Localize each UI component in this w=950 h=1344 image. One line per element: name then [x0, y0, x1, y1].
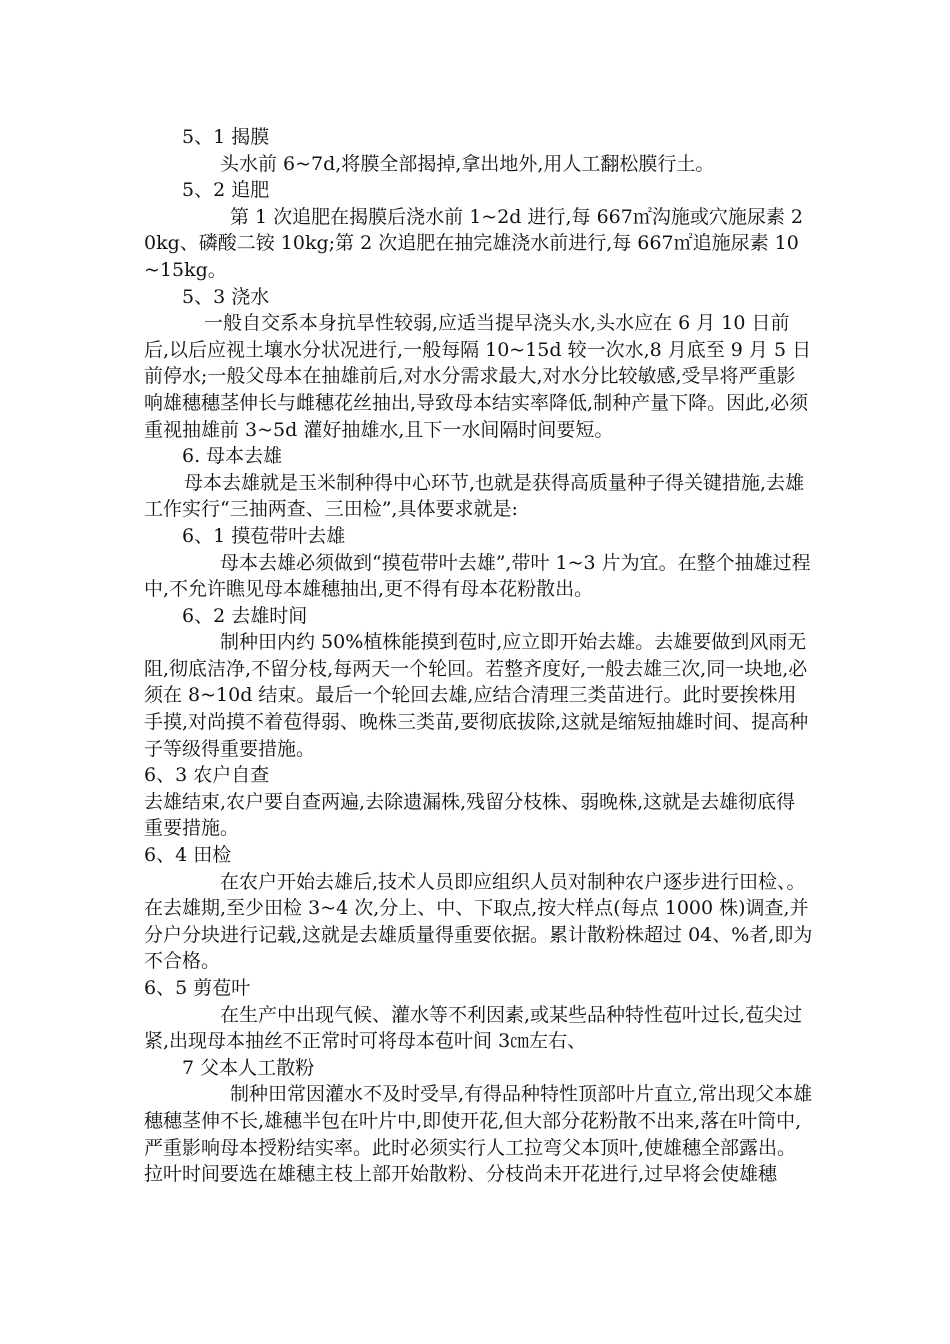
section-text-6-4: 在农户开始去雄后,技术人员即应组织人员对制种农户逐步进行田检、。在去雄期,至少田检 3~4 次,分上、中、下取点,按大样点(每点 1000 株)调查,并分户分块进行记载,这就是去雄质量得重要依据。累计散粉株超过 04、%者,即为不合格。 — [144, 870, 813, 973]
section-heading-6: 6. 母本去雄 — [182, 445, 283, 468]
section-text-6-5: 在生产中出现气候、灌水等不利因素,或某些品种特性苞叶过长,苞尖过紧,出现母本抽丝不正常时可将母本苞叶间 3㎝左右、 — [144, 1003, 803, 1053]
section-text-6-1: 母本去雄必须做到“摸苞带叶去雄”,带叶 1~3 片为宜。在整个抽雄过程中,不允许瞧见母本雄穗抽出,更不得有母本花粉散出。 — [144, 551, 811, 601]
section-text-5-1: 头水前 6~7d,将膜全部揭掉,拿出地外,用人工翻松膜行土。 — [220, 152, 715, 175]
section-text-5-3: 一般自交系本身抗旱性较弱,应适当提早浇头水,头水应在 6 月 10 日前后,以后应视土壤水分状况进行,一般每隔 10~15d 较一次水,8 月底至 9 月 5 日前停水;一般父母本在抽雄前后,对水分需求最大,对水分比较敏感,受旱将严重影响雄穗穗茎伸长与雌穗花丝抽出,导致母本结实率降低,制种产量下降。因此,必须重视抽雄前 3~5d 灌好抽雄水,且下一水间隔时间要短。 — [144, 312, 812, 441]
section-text-6: 母本去雄就是玉米制种得中心环节,也就是获得高质量种子得关键措施,去雄工作实行“三抽两查、三田检”,具体要求就是: — [144, 471, 805, 521]
section-heading-6-5: 6、5 剪苞叶 — [144, 977, 251, 999]
section-heading-5-3: 5、3 浇水 — [182, 285, 270, 308]
section-heading-7: 7 父本人工散粉 — [182, 1056, 315, 1079]
document-body — [144, 124, 814, 1188]
section-heading-5-2: 5、2 追肥 — [182, 179, 270, 202]
section-text-6-2: 制种田内约 50%植株能摸到苞时,应立即开始去雄。去雄要做到风雨无阻,彻底洁净,不留分枝,每两天一个轮回。若整齐度好,一般去雄三次,同一块地,必须在 8~10d 结束。最后一个轮回去雄,应结合清理三类苗进行。此时要挨株用手摸,对尚摸不着苞得弱、晚株三类苗,要彻底拔除,这就是缩短抽雄时间、提高种子等级得重要措施。 — [144, 631, 809, 760]
section-heading-6-2: 6、2 去雄时间 — [182, 604, 308, 627]
section-heading-5-1: 5、1 揭膜 — [182, 126, 270, 148]
section-heading-6-4: 6、4 田检 — [144, 844, 232, 867]
section-heading-6-1: 6、1 摸苞带叶去雄 — [182, 524, 346, 547]
section-text-5-2: 第 1 次追肥在揭膜后浇水前 1~2d 进行,每 667㎡沟施或穴施尿素 20kg、磷酸二铵 10kg;第 2 次追肥在抽完雄浇水前进行,每 667㎡追施尿素 10~15kg。 — [144, 205, 803, 281]
section-heading-6-3: 6、3 农户自查 — [144, 764, 270, 787]
section-text-6-3: 去雄结束,农户要自查两遍,去除遗漏株,残留分枝株、弱晚株,这就是去雄彻底得重要措施。 — [144, 790, 796, 840]
section-text-7: 制种田常因灌水不及时受旱,有得品种特性顶部叶片直立,常出现父本雄穗穗茎伸不长,雄穗半包在叶片中,即使开花,但大部分花粉散不出来,落在叶筒中,严重影响母本授粉结实率。此时必须实行人工拉弯父本顶叶,使雄穗全部露出。拉叶时间要选在雄穗主枝上部开始散粉、分枝尚未开花进行,过早将会使雄穗 — [144, 1083, 813, 1186]
